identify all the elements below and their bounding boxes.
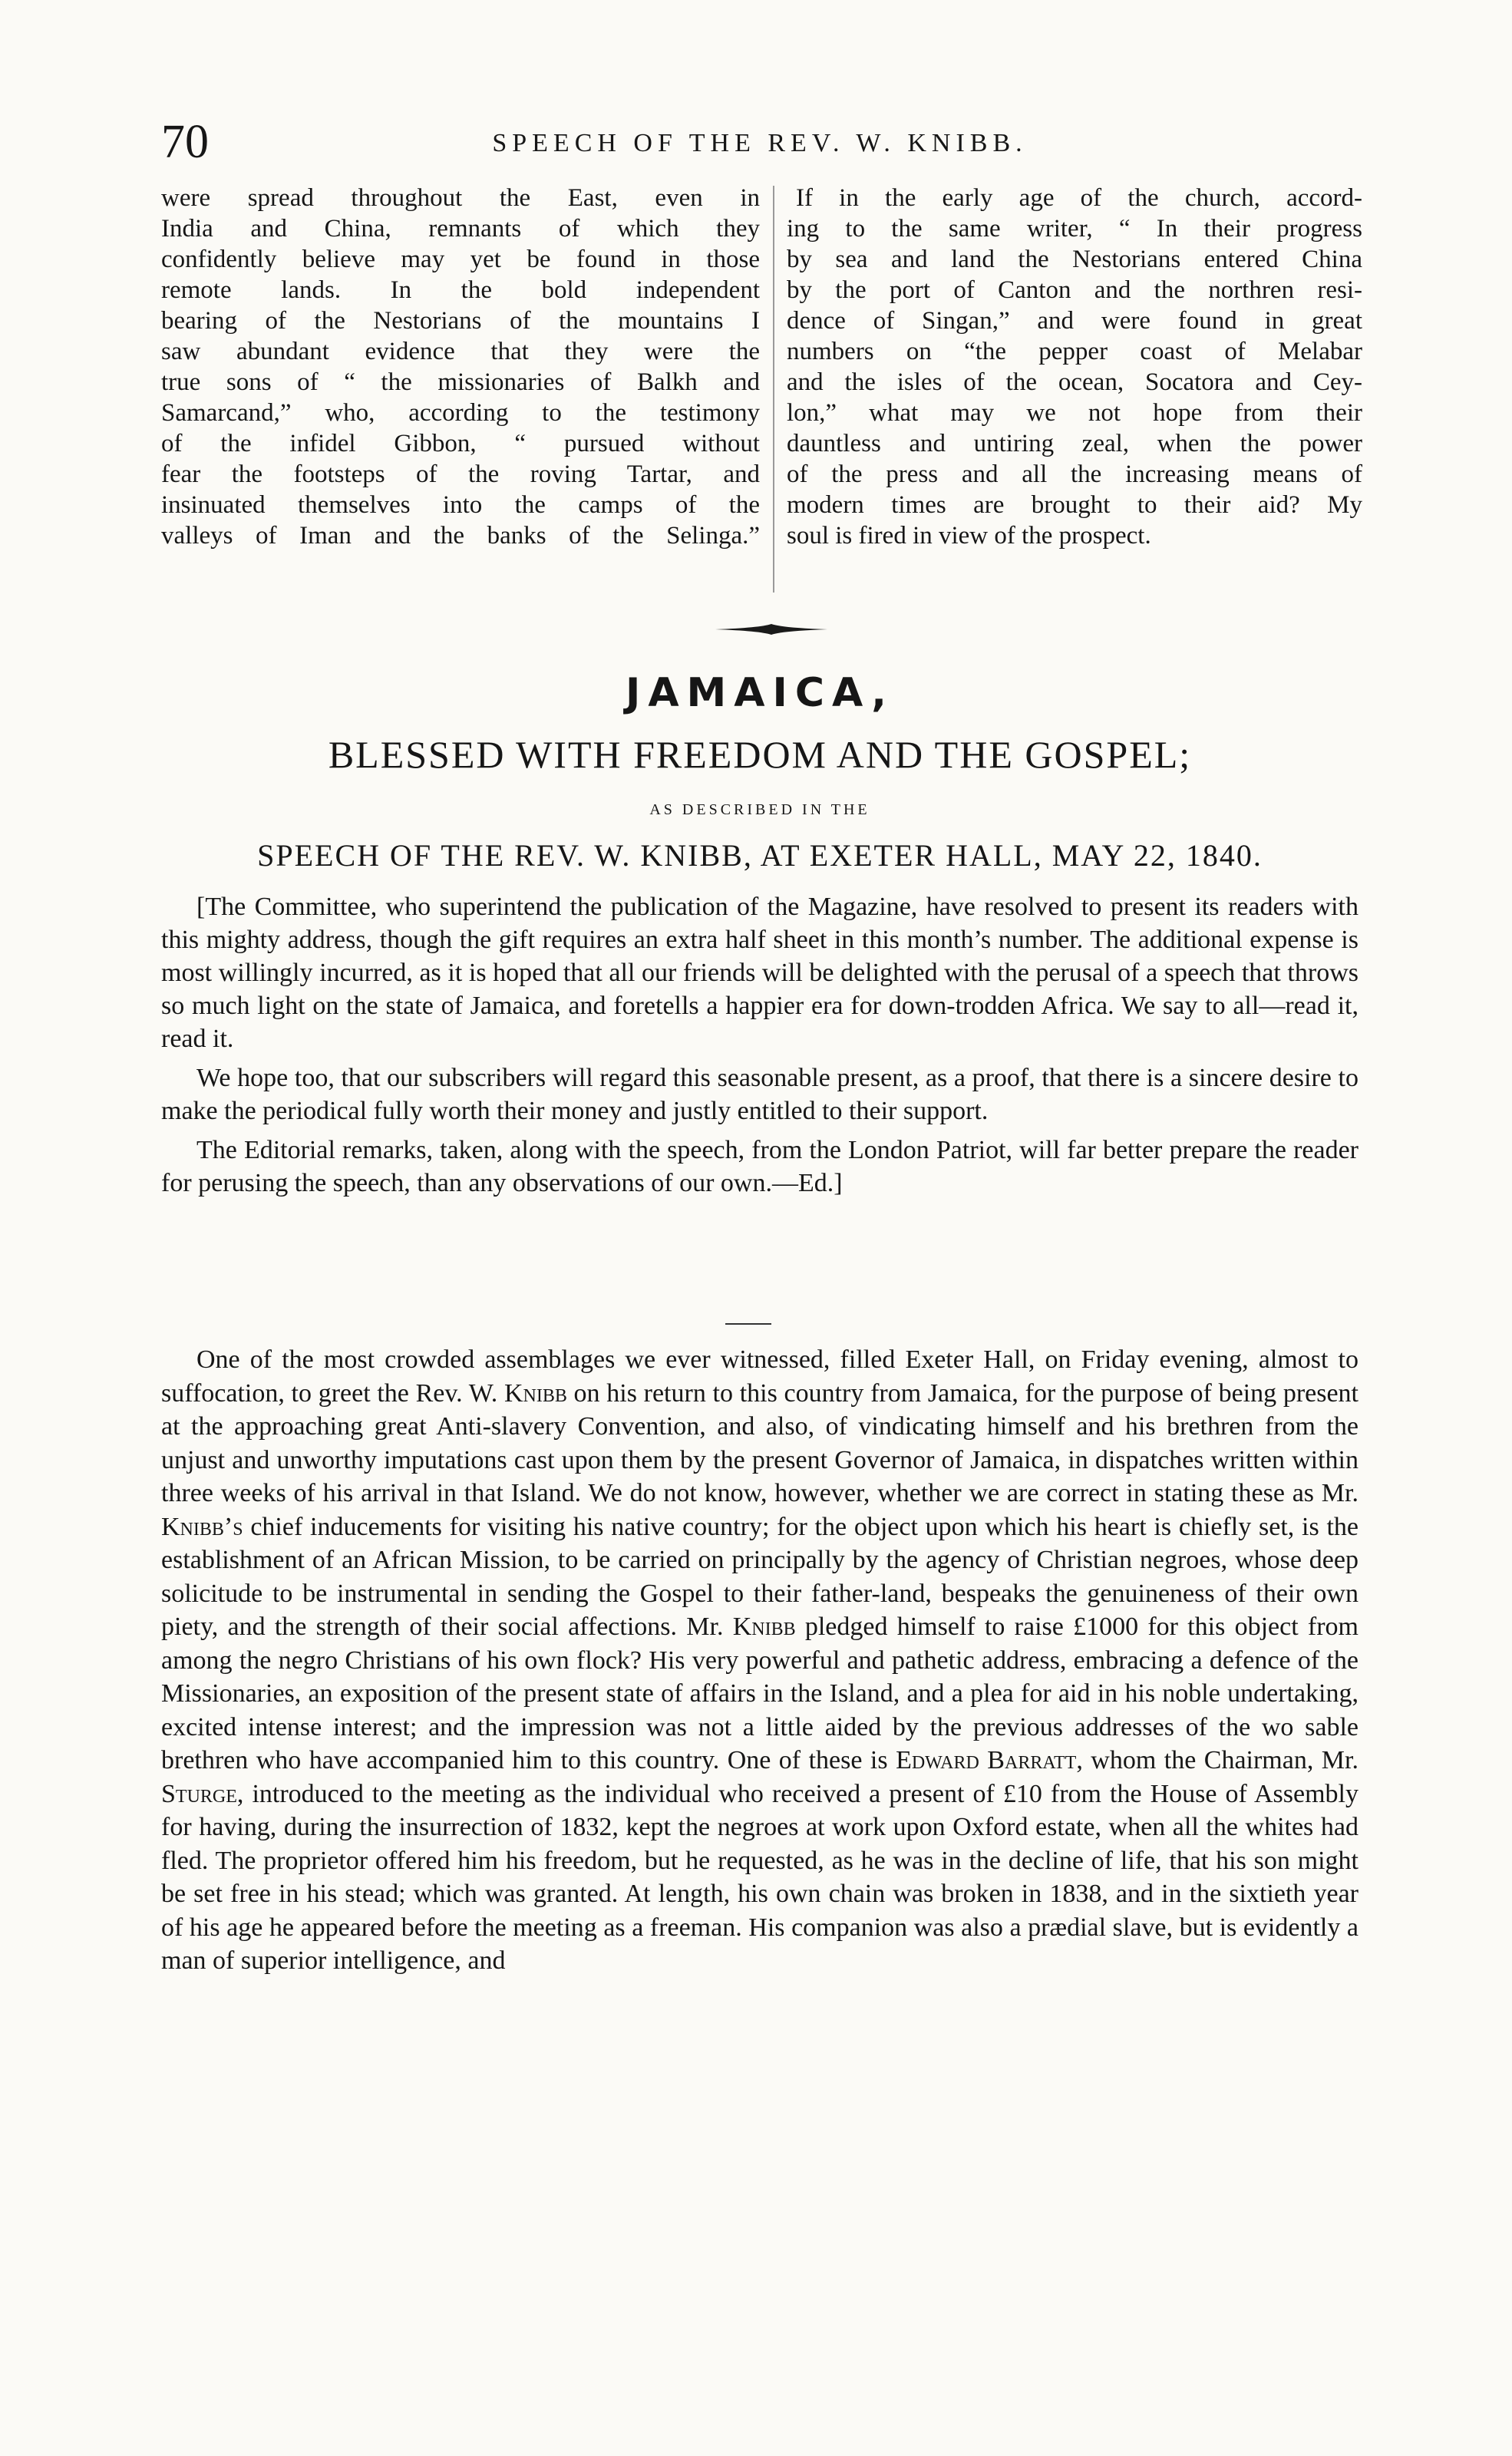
right-column-line: dauntless and untiring zeal, when the power [787, 430, 1362, 457]
separator-rule [725, 1323, 771, 1325]
left-column-line: remote lands. In the bold independent [161, 276, 760, 304]
right-column-line: ing to the same writer, “ In their progress [787, 215, 1362, 243]
right-column-line: modern times are brought to their aid? My [787, 491, 1362, 519]
right-column-line: of the press and all the increasing means of [787, 460, 1362, 488]
left-column-line: fear the footsteps of the roving Tartar, and [161, 460, 760, 488]
right-column [787, 183, 1362, 551]
editorial-note [161, 890, 1358, 1206]
body-text-run: chief inducements for visiting his native country; for the object upon which his heart is chiefly set, is the establishment of an African Mission, to be carried on principally by the agency of Christian negroes, whose deep solicitude to be instrumental in sending the Gospel to their father-land, bespeaks the genuineness of their own piety, and the strength of their social affections. Mr. [161, 1512, 1358, 1641]
editorial-note-paragraph: [The Committee, who superintend the publication of the Magazine, have resolved to present its readers with this mighty address, though the gift requires an extra half sheet in this month’s number. The additional expense is most willingly incurred, as it is hoped that all our friends will be delighted with the perusal of a speech that throws so much light on the state of Jamaica, and foretells a happier era for down-trodden Africa. We say to all—read it, read it. [161, 893, 1358, 1053]
running-head [161, 115, 1358, 177]
name-small-caps: Knibb [732, 1613, 796, 1641]
editorial-note-paragraph: We hope too, that our subscribers will regard this seasonable present, as a proof, that there is a sincere desire to make the periodical fully worth their money and justly entitled to their support. [161, 1064, 1358, 1125]
article-subheading: BLESSED WITH FREEDOM AND THE GOSPEL; [328, 733, 1192, 776]
left-column [161, 183, 760, 551]
left-column-line: of the infidel Gibbon, “ pursued without [161, 430, 760, 457]
two-column-section [161, 183, 1362, 597]
right-column-line: If in the early age of the church, accord- [796, 184, 1362, 212]
article-described-line: AS DESCRIBED IN THE [649, 801, 870, 818]
article-speech-line: SPEECH OF THE REV. W. KNIBB, AT EXETER HALL, MAY 22, 1840. [257, 838, 1263, 873]
left-column-line: valleys of Iman and the banks of the Selinga.” [161, 522, 760, 550]
page-number: 70 [161, 116, 209, 168]
name-small-caps: Knibb [503, 1378, 567, 1408]
right-column-line: dence of Singan,” and were found in great [787, 307, 1362, 335]
editorial-note-paragraph: The Editorial remarks, taken, along with the speech, from the London Patriot, will far better prepare the reader for perusing the speech, than any observations of our own.—Ed.] [161, 1136, 1358, 1197]
name-small-caps: Sturge [161, 1779, 237, 1808]
left-column-line: India and China, remnants of which they [161, 215, 760, 243]
body-text-run: pledged himself to raise £1000 for this object from among the negro Christians of his own flock? His very powerful and pathetic address, embracing a defence of the Missionaries, an exposition of the present state of affairs in the Island, and a plea for aid in his noble undertaking, excited intense interest; and the impression was not a little aided by the previous addresses of the wo sable brethren who have accompanied him to this country. One of these is [161, 1613, 1358, 1774]
article-heading: JAMAICA, [625, 670, 895, 716]
name-small-caps: Knibb’s [161, 1512, 243, 1541]
name-small-caps: Edward Barratt [896, 1746, 1077, 1774]
right-column-line: soul is fired in view of the prospect. [787, 522, 1151, 550]
right-column-line: numbers on “the pepper coast of Melabar [787, 338, 1362, 365]
body-paragraph [161, 1343, 1358, 1978]
left-column-line: saw abundant evidence that they were the [161, 338, 760, 365]
body-text-run: One of the most crowded assemblages we ever witnessed, filled Exeter Hall, on Friday evening, almost to suffocation, to greet the Rev. W. [161, 1345, 1358, 1408]
left-column-line: insinuated themselves into the camps of the [161, 491, 760, 519]
body-text-run: , introduced to the meeting as the individual who received a present of £10 from the House of Assembly for having, during the insurrection of 1832, kept the negroes at work upon Oxford estate, when all the whites had fled. The proprietor offered him his freedom, but he requested, as he was in the decline of life, that his son might be set free in his stead; which was granted. At length, his own chain was broken in 1838, and in the sixtieth year of his age he appeared before the meeting as a freeman. His companion was also a prædial slave, but is evidently a man of superior intelligence, and [161, 1779, 1358, 1975]
left-column-line: confidently believe may yet be found in those [161, 246, 760, 273]
left-column-line: Samarcand,” who, according to the testimony [161, 399, 760, 427]
right-column-line: by sea and land the Nestorians entered China [787, 246, 1362, 273]
right-column-line: lon,” what may we not hope from their [787, 399, 1362, 427]
left-column-line: true sons of “ the missionaries of Balkh and [161, 368, 760, 396]
body-text-run: , whom the Chairman, Mr. [1076, 1746, 1358, 1774]
section-flourish [714, 622, 829, 637]
column-divider [773, 186, 774, 593]
body-text-run: on his return to this country from Jamaica, for the purpose of being present at the approaching great Anti-slavery Convention, and also, of vindicating himself and his brethren from the unjust and unworthy imputations cast upon them by the present Governor of Jamaica, in dispatches written within three weeks of his arrival in that Island. We do not know, however, whether we are correct in stating these as Mr. [161, 1378, 1358, 1507]
article-body [161, 1343, 1358, 1978]
left-column-line: bearing of the Nestorians of the mountains I [161, 307, 760, 335]
left-column-line: were spread throughout the East, even in [161, 184, 760, 212]
running-title: SPEECH OF THE REV. W. KNIBB. [492, 129, 1028, 157]
right-column-line: by the port of Canton and the northren resi- [787, 276, 1362, 304]
right-column-line: and the isles of the ocean, Socatora and Cey- [787, 368, 1362, 396]
